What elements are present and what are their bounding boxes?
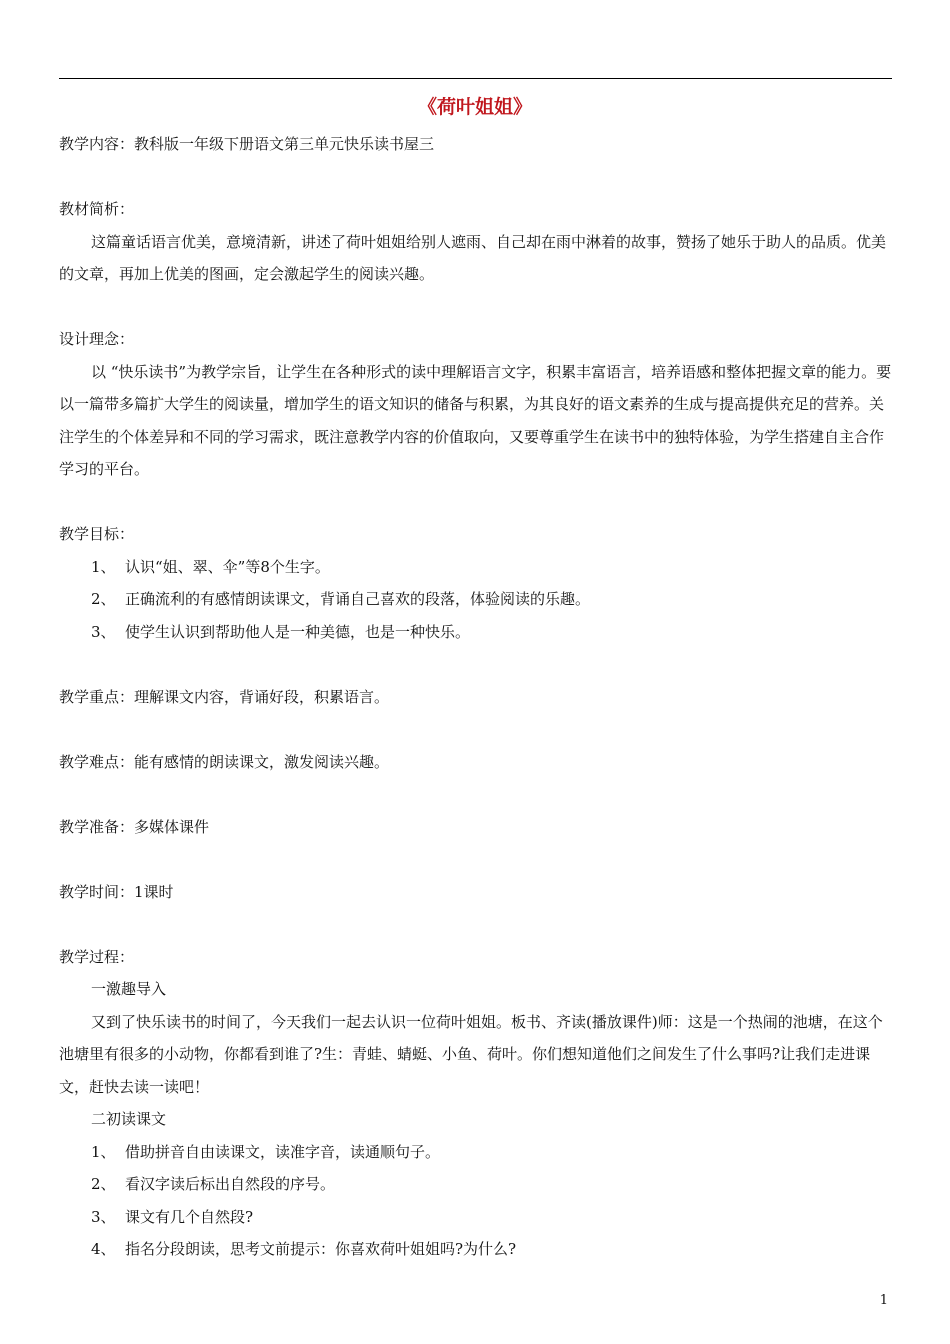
header-rule bbox=[59, 78, 892, 79]
step2-heading: 二初读课文 bbox=[91, 1110, 167, 1128]
goal-item bbox=[59, 551, 895, 584]
goal-item bbox=[59, 616, 895, 649]
document-title: 《荷叶姐姐》 bbox=[417, 96, 532, 118]
teaching-content: 教学内容：教科版一年级下册语文第三单元快乐读书屋三 bbox=[59, 135, 435, 153]
step1-text: 又到了快乐读书的时间了，今天我们一起去认识一位荷叶姐姐。板书、齐读(播放课件)师：这是一个热闹的池塘，在这个池塘里有很多的小动物，你都看到谁了?生：青蛙、蜻蜓、小鱼、荷叶。你们想知道他们之间发生了什么事吗?让我们走进课文，赶快去读一读吧！ bbox=[59, 1012, 883, 1096]
step2-text: 看汉字读后标出自然段的序号。 bbox=[125, 1175, 336, 1193]
step1-heading: 一激趣导入 bbox=[91, 980, 167, 998]
goal-text: 正确流利的有感情朗读课文，背诵自己喜欢的段落，体验阅读的乐趣。 bbox=[125, 590, 591, 608]
step2-item bbox=[59, 1136, 895, 1169]
analysis-text: 这篇童话语言优美，意境清新，讲述了荷叶姐姐给别人遮雨、自己却在雨中淋着的故事，赞扬了她乐于助人的品质。优美的文章，再加上优美的图画，定会激起学生的阅读兴趣。 bbox=[59, 232, 887, 283]
goal-text: 使学生认识到帮助他人是一种美德，也是一种快乐。 bbox=[125, 622, 471, 641]
preparation: 教学准备：多媒体课件 bbox=[59, 817, 210, 836]
concept-heading: 设计理念： bbox=[59, 330, 135, 348]
analysis-heading: 教材简析： bbox=[59, 200, 135, 218]
goals-heading: 教学目标： bbox=[59, 525, 135, 543]
step2-number: 2、 bbox=[91, 1175, 116, 1193]
step2-number: 3、 bbox=[91, 1207, 116, 1226]
process-heading: 教学过程： bbox=[59, 947, 135, 966]
difficulty: 教学难点：能有感情的朗读课文，激发阅读兴趣。 bbox=[59, 752, 390, 771]
step2-item bbox=[59, 1233, 895, 1266]
teaching-time: 教学时间：1课时 bbox=[59, 882, 174, 901]
goal-number: 3、 bbox=[91, 622, 116, 641]
step2-number: 1、 bbox=[91, 1142, 116, 1161]
concept-text: 以 “快乐读书”为教学宗旨，让学生在各种形式的读中理解语言文字，积累丰富语言，培养语感和整体把握文章的能力。要以一篇带多篇扩大学生的阅读量，增加学生的语文知识的储备与积累，为其良好的语文素养的生成与提高提供充足的营养。关注学生的个体差异和不同的学习需求，既注意教学内容的价值取向，又要尊重学生在读书中的独特体验，为学生搭建自主合作学习的平台。 bbox=[59, 362, 892, 478]
goal-number: 1、 bbox=[91, 557, 116, 576]
goal-text: 认识“姐、翠、伞”等8个生字。 bbox=[125, 557, 330, 576]
step2-item bbox=[59, 1201, 895, 1234]
document-body bbox=[59, 128, 895, 1266]
key-point: 教学重点：理解课文内容，背诵好段，积累语言。 bbox=[59, 687, 390, 706]
step2-text: 指名分段朗读，思考文前提示：你喜欢荷叶姐姐吗?为什么? bbox=[125, 1240, 517, 1258]
step2-text: 借助拼音自由读课文，读准字音，读通顺句子。 bbox=[125, 1142, 441, 1161]
step2-item bbox=[59, 1168, 895, 1201]
goal-number: 2、 bbox=[91, 590, 116, 608]
step2-text: 课文有几个自然段? bbox=[125, 1207, 254, 1226]
page-number: 1 bbox=[879, 1293, 888, 1308]
goal-item bbox=[59, 583, 895, 616]
step2-number: 4、 bbox=[91, 1240, 116, 1258]
